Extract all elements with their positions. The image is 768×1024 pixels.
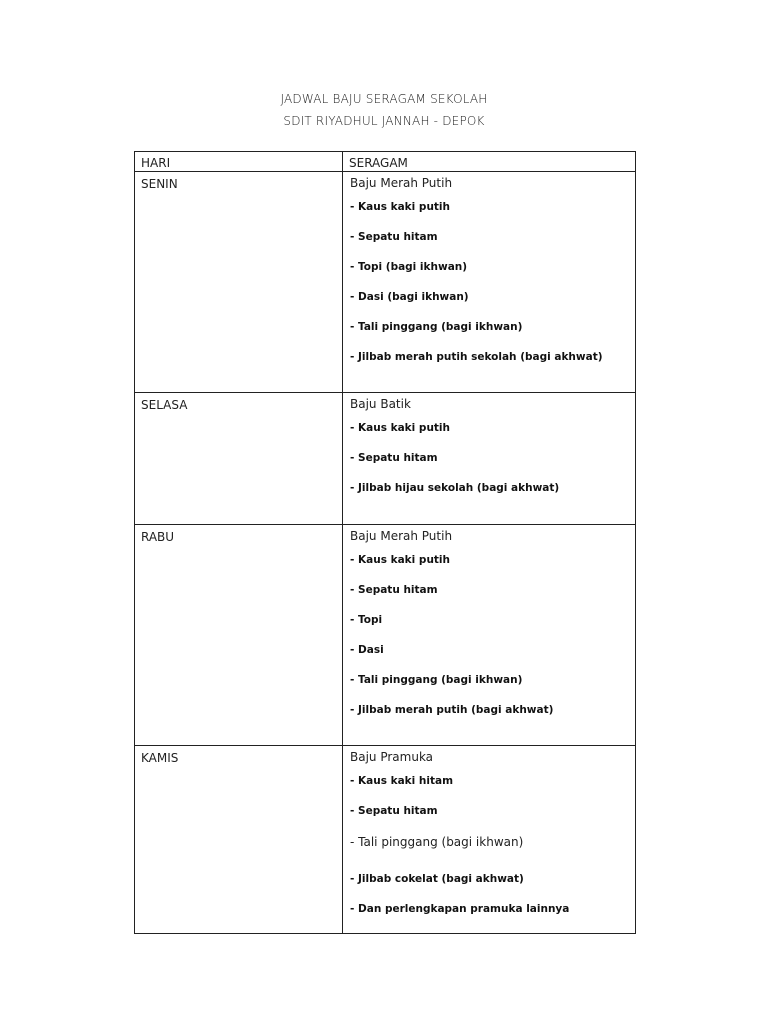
uniform-cell (343, 393, 636, 525)
table-row (135, 525, 636, 746)
uniform-cell (343, 525, 636, 746)
uniform-schedule-table (134, 151, 636, 934)
header-day: HARI (135, 152, 343, 172)
uniform-cell (343, 746, 636, 934)
uniform-item: - Sepatu hitam (350, 805, 438, 817)
table-row (135, 393, 636, 525)
uniform-item: - Dasi (bagi ikhwan) (350, 291, 469, 303)
uniform-item: - Dasi (350, 644, 384, 656)
table-row (135, 172, 636, 393)
uniform-item: - Jilbab cokelat (bagi akhwat) (350, 873, 524, 885)
uniform-item: - Tali pinggang (bagi ikhwan) (350, 835, 524, 849)
header-uniform: SERAGAM (343, 152, 636, 172)
uniform-main: Baju Batik (350, 397, 411, 411)
uniform-item: - Jilbab merah putih sekolah (bagi akhwat) (350, 351, 603, 363)
uniform-item: - Jilbab hijau sekolah (bagi akhwat) (350, 482, 560, 494)
document-title: JADWAL BAJU SERAGAM SEKOLAH (280, 92, 488, 106)
uniform-item: - Kaus kaki putih (350, 422, 451, 434)
day-cell: RABU (135, 525, 343, 746)
uniform-item: - Kaus kaki putih (350, 201, 451, 213)
uniform-item: - Kaus kaki hitam (350, 775, 454, 787)
uniform-item: - Kaus kaki putih (350, 554, 451, 566)
uniform-item: - Topi (bagi ikhwan) (350, 261, 468, 273)
uniform-item: - Sepatu hitam (350, 584, 438, 596)
day-cell: KAMIS (135, 746, 343, 934)
uniform-main: Baju Pramuka (350, 750, 434, 764)
uniform-item: - Tali pinggang (bagi ikhwan) (350, 674, 523, 686)
day-cell: SELASA (135, 393, 343, 525)
uniform-main: Baju Merah Putih (350, 176, 453, 190)
table-row (135, 746, 636, 934)
uniform-item: - Sepatu hitam (350, 231, 438, 243)
day-cell: SENIN (135, 172, 343, 393)
uniform-item: - Topi (350, 614, 383, 626)
uniform-item: - Tali pinggang (bagi ikhwan) (350, 321, 523, 333)
uniform-item: - Sepatu hitam (350, 452, 438, 464)
school-name: SDIT RIYADHUL JANNAH - DEPOK (283, 114, 485, 128)
uniform-item: - Jilbab merah putih (bagi akhwat) (350, 704, 554, 716)
uniform-item: - Dan perlengkapan pramuka lainnya (350, 903, 570, 915)
uniform-main: Baju Merah Putih (350, 529, 453, 543)
table-header-row (135, 152, 636, 172)
uniform-cell (343, 172, 636, 393)
